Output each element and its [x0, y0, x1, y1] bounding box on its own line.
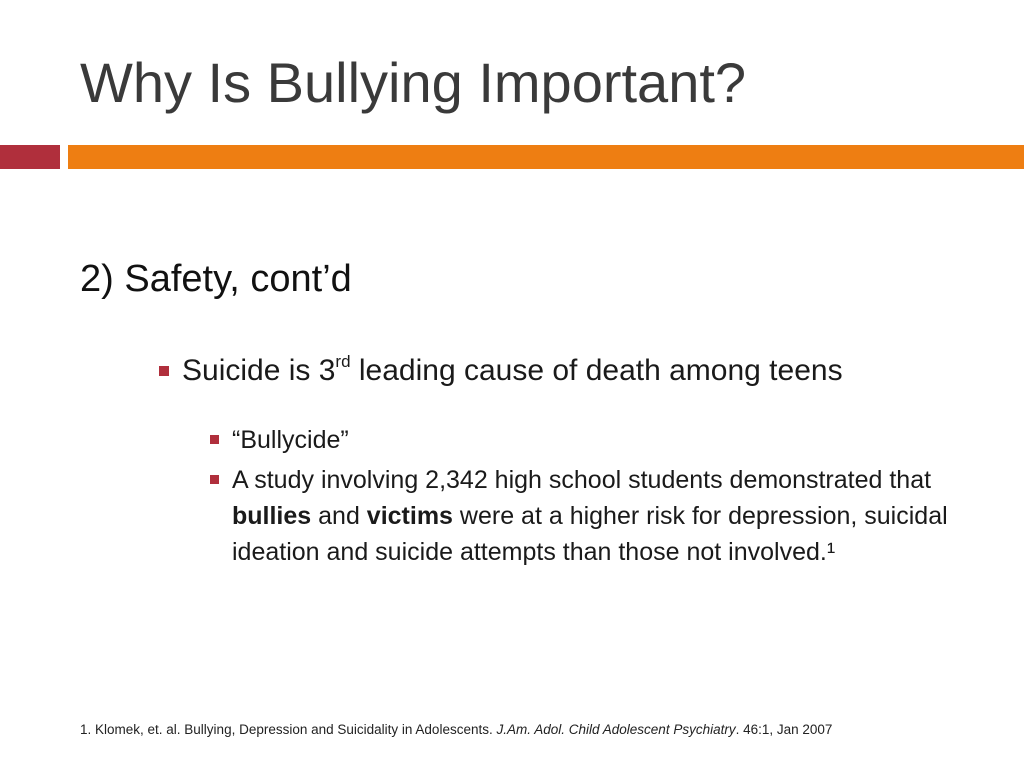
title-rule-accent-orange	[68, 145, 1024, 169]
study-bold-bullies: bullies	[232, 502, 312, 530]
title-rule-accent-red	[0, 145, 60, 169]
study-text-part1: A study involving 2,342 high school students demonstrated that	[232, 466, 932, 494]
section-heading: 2) Safety, cont’d	[80, 258, 352, 300]
sub-bullet-study	[232, 462, 977, 570]
footnote-citation	[80, 720, 832, 740]
sub-bullet-square-icon	[210, 475, 219, 484]
sub-bullet-bullycide: “Bullycide”	[232, 426, 349, 454]
footnote-text-post: . 46:1, Jan 2007	[735, 722, 833, 737]
study-text-part3: were at a higher risk for depression, suicidal ideation and suicide attempts than those not involved.¹	[232, 502, 948, 566]
study-bold-victims: victims	[366, 502, 453, 530]
slide-title: Why Is Bullying Important?	[80, 51, 747, 114]
bullet-text-pre: Suicide is 3	[182, 354, 336, 387]
sub-bullet-square-icon	[210, 435, 219, 444]
footnote-text-pre: 1. Klomek, et. al. Bullying, Depression and Suicidality in Adolescents.	[80, 722, 497, 737]
bullet-text-superscript: rd	[335, 352, 351, 371]
footnote-journal: J.Am. Adol. Child Adolescent Psychiatry	[496, 722, 736, 737]
bullet-square-icon	[159, 366, 169, 376]
study-text-part2: and	[311, 502, 367, 530]
bullet-text-post: leading cause of death among teens	[350, 354, 843, 387]
bullet-suicide-statistic	[182, 352, 843, 390]
